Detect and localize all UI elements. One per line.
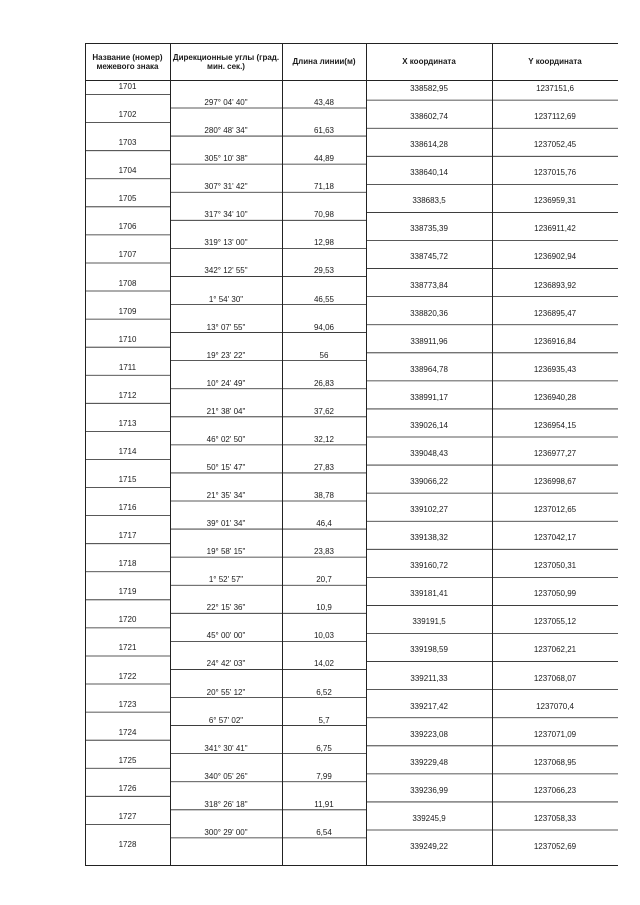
point-name: 1711 — [118, 362, 137, 372]
point-name: 1721 — [118, 643, 137, 653]
line-length: 46,4 — [316, 519, 332, 529]
point-name: 1703 — [118, 138, 137, 148]
line-length: 11,91 — [314, 799, 334, 809]
y-coordinate: 1237068,95 — [533, 757, 577, 767]
line-length: 12,98 — [313, 238, 335, 248]
x-coordinate: 338991,17 — [410, 392, 448, 402]
header-y-coordinate: Y координата — [528, 57, 582, 66]
x-coordinate: 339191,5 — [412, 617, 446, 627]
y-coordinate: 1237112,69 — [534, 112, 576, 122]
direction-angle: 20° 55' 12" — [206, 687, 246, 697]
line-length: 32,12 — [313, 434, 335, 444]
x-coordinate: 339048,43 — [410, 448, 448, 458]
point-name: 1702 — [118, 110, 137, 120]
line-length: 6,52 — [316, 687, 332, 697]
point-name: 1709 — [118, 306, 137, 316]
point-name: 1719 — [118, 587, 137, 597]
line-length: 7,99 — [316, 771, 332, 781]
x-coordinate: 338911,96 — [410, 336, 448, 346]
point-name: 1725 — [118, 755, 137, 765]
line-length: 94,06 — [313, 322, 335, 332]
point-name: 1723 — [118, 699, 137, 709]
direction-angle: 24° 42' 03" — [206, 659, 246, 669]
point-name: 1726 — [118, 783, 137, 793]
y-coordinate: 1236940,28 — [533, 392, 577, 402]
point-name: 1714 — [118, 446, 137, 456]
y-coordinate: 1236911,42 — [534, 224, 576, 234]
x-coordinate: 338964,78 — [410, 364, 448, 374]
point-name: 1706 — [118, 222, 137, 232]
line-length: 6,75 — [316, 743, 332, 753]
direction-angle: 39° 01' 34" — [206, 519, 246, 529]
x-coordinate: 339198,59 — [410, 645, 448, 655]
point-name: 1720 — [118, 615, 137, 625]
y-coordinate: 1236895,47 — [533, 308, 577, 318]
direction-angle: 318° 26' 18" — [204, 799, 248, 809]
point-name: 1705 — [118, 194, 137, 204]
point-name: 1710 — [118, 334, 137, 344]
direction-angle: 22° 15' 36" — [206, 603, 246, 613]
x-coordinate: 339223,08 — [410, 729, 448, 739]
x-coordinate: 338745,72 — [410, 252, 448, 262]
line-length: 5,7 — [318, 715, 330, 725]
line-length: 71,18 — [313, 182, 335, 192]
x-coordinate: 339102,27 — [410, 505, 448, 515]
direction-angle: 50° 15' 47" — [206, 462, 246, 472]
x-coordinate: 339211,33 — [410, 673, 448, 683]
x-coordinate: 339181,41 — [410, 589, 448, 599]
line-length: 44,89 — [313, 154, 335, 164]
x-coordinate: 339249,22 — [410, 841, 448, 851]
x-coordinate: 339026,14 — [410, 420, 448, 430]
direction-angle: 280° 48' 34" — [204, 126, 248, 136]
x-coordinate: 339236,99 — [410, 785, 448, 795]
x-coordinate: 339217,42 — [410, 701, 448, 711]
direction-angle: 297° 04' 40" — [204, 98, 248, 108]
y-coordinate: 1236916,84 — [533, 336, 577, 346]
direction-angle: 319° 13' 00" — [204, 238, 248, 248]
header-point-name: Название (номер) межевого знака — [92, 52, 163, 71]
line-length: 37,62 — [313, 406, 335, 416]
y-coordinate: 1237050,31 — [533, 561, 577, 571]
point-name: 1715 — [118, 475, 137, 484]
direction-angle: 341° 30' 41" — [204, 743, 248, 753]
x-coordinate: 338683,5 — [412, 196, 446, 206]
header-x-coordinate: X координата — [402, 57, 456, 66]
line-length: 56 — [319, 350, 329, 360]
y-coordinate: 1237050,99 — [533, 589, 577, 599]
line-length: 38,78 — [313, 491, 335, 501]
y-coordinate: 1237042,17 — [533, 533, 577, 543]
line-length: 26,83 — [313, 378, 335, 388]
x-coordinate: 338773,84 — [410, 280, 448, 290]
direction-angle: 21° 38' 04" — [206, 406, 246, 416]
direction-angle: 6° 57' 02" — [208, 715, 244, 725]
y-coordinate: 1237055,12 — [533, 617, 577, 627]
y-coordinate: 1237052,69 — [533, 841, 577, 851]
direction-angle: 305° 10' 38" — [204, 154, 248, 164]
direction-angle: 19° 23' 22" — [206, 350, 246, 360]
y-coordinate: 1236893,92 — [533, 280, 577, 290]
direction-angle: 342° 12' 55" — [204, 266, 248, 276]
line-length: 43,48 — [313, 98, 335, 108]
y-coordinate: 1236998,67 — [533, 477, 577, 486]
x-coordinate: 339160,72 — [410, 561, 448, 571]
point-name: 1717 — [118, 531, 137, 541]
y-coordinate: 1237062,21 — [533, 645, 577, 655]
direction-angle: 10° 24' 49" — [206, 378, 246, 388]
coordinates-table — [85, 43, 618, 866]
point-name: 1724 — [118, 727, 137, 737]
direction-angle: 21° 35' 34" — [206, 491, 246, 501]
point-name: 1707 — [118, 250, 137, 260]
line-length: 70,98 — [313, 210, 335, 220]
line-length: 61,63 — [313, 126, 335, 136]
x-coordinate: 338582,95 — [410, 84, 448, 93]
y-coordinate: 1237071,09 — [533, 729, 577, 739]
y-coordinate: 1236935,43 — [533, 364, 577, 374]
x-coordinate: 338640,14 — [410, 168, 448, 178]
y-coordinate: 1237151,6 — [536, 84, 574, 93]
direction-angle: 1° 52' 57" — [208, 575, 244, 585]
y-coordinate: 1237066,23 — [533, 785, 577, 795]
point-name: 1716 — [118, 503, 137, 513]
x-coordinate: 339229,48 — [410, 757, 448, 767]
header-direction-angle: Дирекционные углы (град. мин. сек.) — [172, 52, 280, 71]
direction-angle: 1° 54' 30" — [208, 294, 244, 304]
point-name: 1713 — [118, 418, 137, 428]
direction-angle: 300° 29' 00" — [204, 827, 248, 837]
x-coordinate: 338735,39 — [410, 224, 448, 234]
direction-angle: 46° 02' 50" — [206, 434, 246, 444]
y-coordinate: 1236954,15 — [533, 420, 577, 430]
y-coordinate: 1236959,31 — [533, 196, 577, 206]
x-coordinate: 339138,32 — [410, 533, 448, 543]
line-length: 6,54 — [316, 827, 332, 837]
y-coordinate: 1237012,65 — [533, 505, 577, 515]
direction-angle: 13° 07' 55" — [206, 322, 246, 332]
point-name: 1708 — [118, 278, 137, 288]
x-coordinate: 338820,36 — [410, 308, 448, 318]
line-length: 29,53 — [313, 266, 335, 276]
line-length: 10,03 — [313, 631, 335, 641]
y-coordinate: 1237052,45 — [533, 140, 577, 150]
x-coordinate: 339245,9 — [412, 813, 446, 823]
line-length: 23,83 — [313, 547, 335, 557]
line-length: 46,55 — [313, 294, 335, 304]
point-name: 1728 — [118, 839, 137, 849]
header-line-length: Длина линии(м) — [292, 57, 356, 66]
point-name: 1704 — [118, 166, 137, 176]
y-coordinate: 1237070,4 — [536, 701, 574, 711]
point-name: 1718 — [118, 559, 137, 569]
line-length: 10,9 — [316, 603, 332, 613]
line-length: 20,7 — [316, 575, 332, 585]
y-coordinate: 1237068,07 — [533, 673, 577, 683]
y-coordinate: 1236977,27 — [533, 448, 577, 458]
y-coordinate: 1237058,33 — [533, 813, 577, 823]
x-coordinate: 339066,22 — [410, 477, 448, 486]
point-name: 1727 — [118, 811, 137, 821]
line-length: 14,02 — [313, 659, 335, 669]
point-name: 1722 — [118, 671, 137, 681]
direction-angle: 19° 58' 15" — [206, 547, 246, 557]
point-name: 1712 — [118, 390, 137, 400]
point-name: 1701 — [118, 82, 137, 91]
direction-angle: 45° 00' 00" — [206, 631, 246, 641]
y-coordinate: 1236902,94 — [533, 252, 577, 262]
line-length: 27,83 — [313, 462, 335, 472]
y-coordinate: 1237015,76 — [533, 168, 577, 178]
direction-angle: 340° 05' 26" — [204, 771, 248, 781]
direction-angle: 307° 31' 42" — [204, 182, 248, 192]
x-coordinate: 338614,28 — [410, 140, 448, 150]
x-coordinate: 338602,74 — [410, 112, 448, 122]
direction-angle: 317° 34' 10" — [204, 210, 248, 220]
